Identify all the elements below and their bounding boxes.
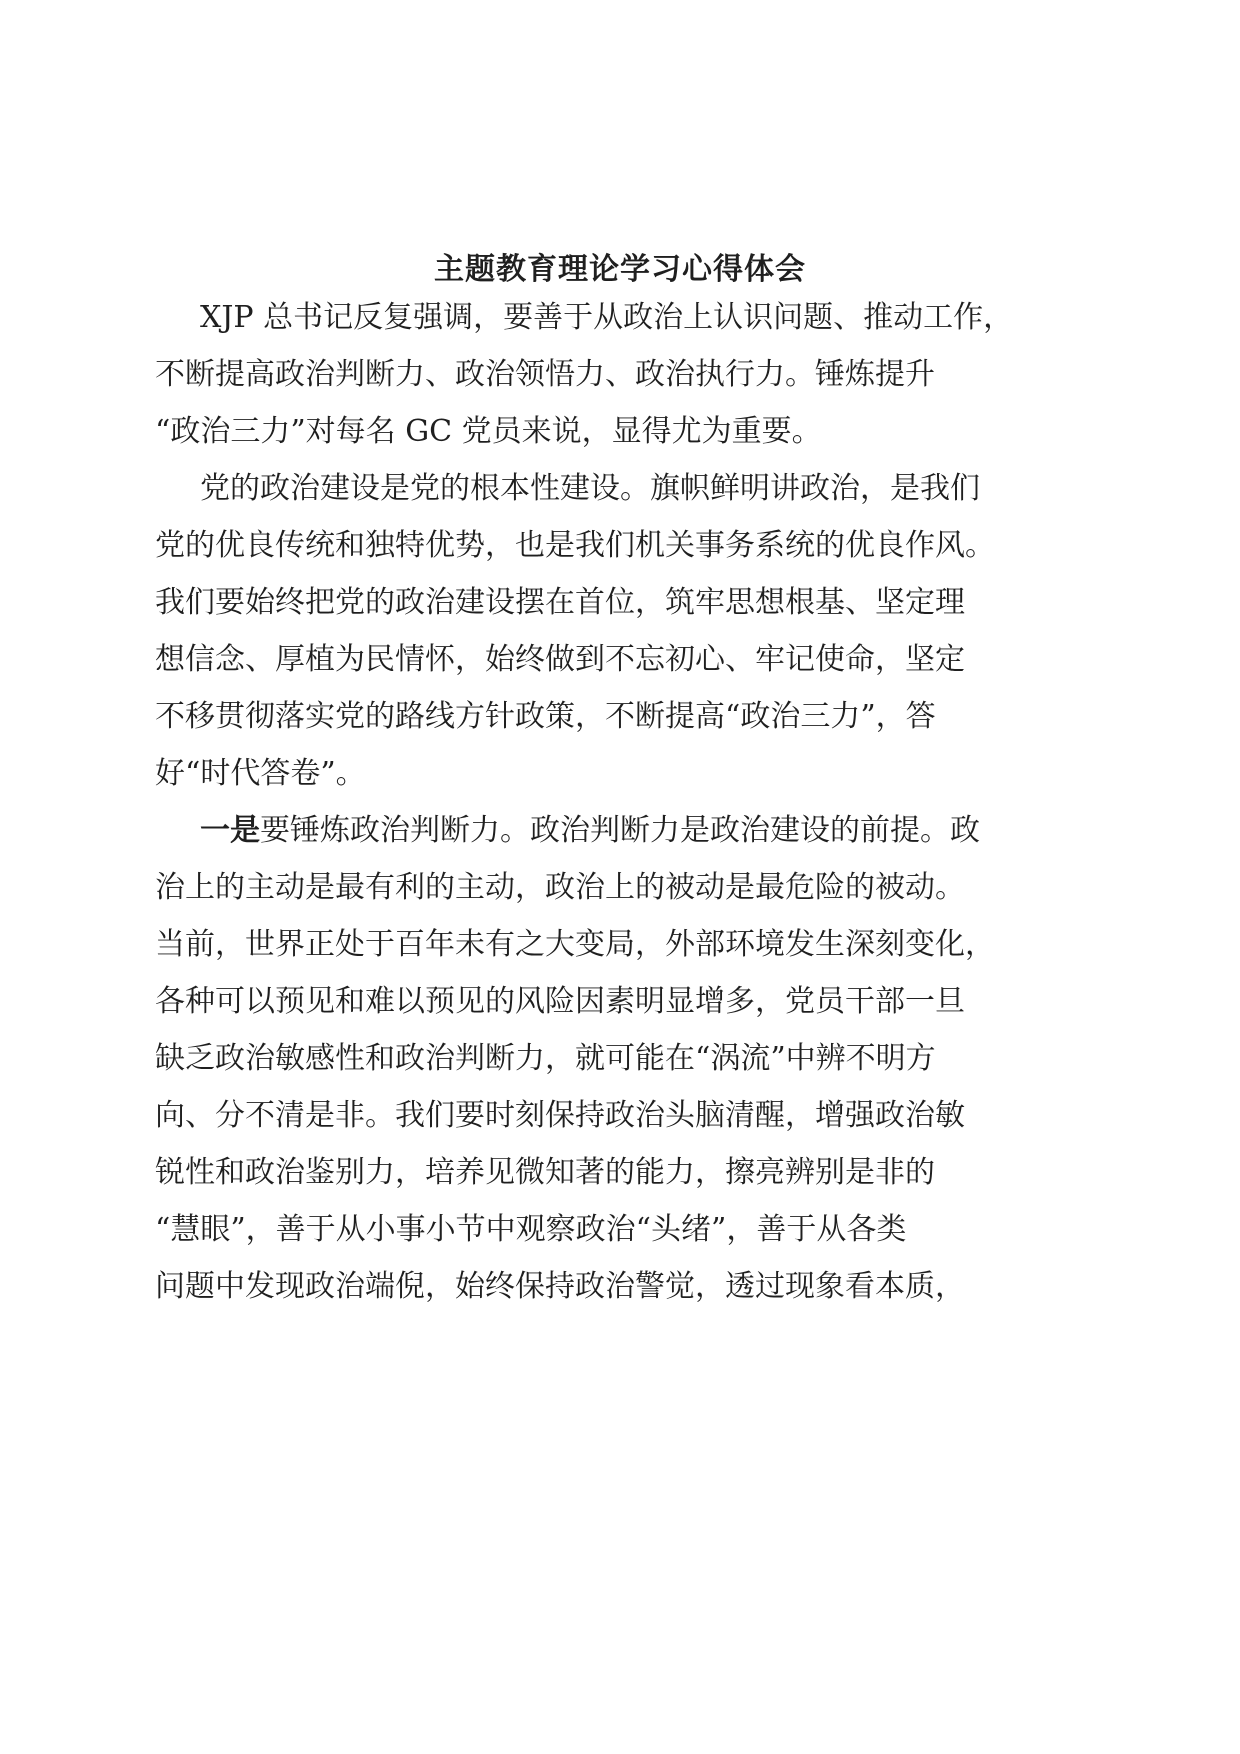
- paragraph-3-line: 治上的主动是最有利的主动，政治上的被动是最危险的被动。: [155, 870, 965, 905]
- paragraph-3-line-text: 要锤炼政治判断力。政治判断力是政治建设的前提。政: [260, 813, 980, 848]
- paragraph-2-line: 想信念、厚植为民情怀，始终做到不忘初心、牢记使命，坚定: [155, 642, 965, 677]
- document-title: 主题教育理论学习心得体会: [434, 252, 806, 287]
- paragraph-2-line: 我们要始终把党的政治建设摆在首位，筑牢思想根基、坚定理: [155, 585, 965, 620]
- paragraph-1-line: 不断提高政治判断力、政治领悟力、政治执行力。锤炼提升: [155, 357, 935, 392]
- paragraph-3-line: 当前，世界正处于百年未有之大变局，外部环境发生深刻变化，: [155, 927, 995, 962]
- paragraph-2-line: 党的政治建设是党的根本性建设。旗帜鲜明讲政治，是我们: [200, 471, 980, 506]
- paragraph-3-line: 缺乏政治敏感性和政治判断力，就可能在“涡流”中辨不明方: [155, 1041, 936, 1076]
- paragraph-3-lead: 一是: [200, 813, 260, 848]
- paragraph-3-line: 问题中发现政治端倪，始终保持政治警觉，透过现象看本质，: [155, 1269, 965, 1304]
- paragraph-3-line: 各种可以预见和难以预见的风险因素明显增多，党员干部一旦: [155, 984, 965, 1019]
- paragraph-3-line: 向、分不清是非。我们要时刻保持政治头脑清醒，增强政治敏: [155, 1098, 965, 1133]
- paragraph-2-line: 党的优良传统和独特优势，也是我们机关事务系统的优良作风。: [155, 528, 995, 563]
- paragraph-3-line: “慧眼”，善于从小事小节中观察政治“头绪”，善于从各类: [155, 1212, 907, 1247]
- paragraph-2-line: 不移贯彻落实党的路线方针政策，不断提高“政治三力”，答: [155, 699, 936, 734]
- paragraph-2-line: 好“时代答卷”。: [155, 756, 366, 791]
- paragraph-3-first-line: [200, 806, 980, 856]
- paragraph-1-line: “政治三力”对每名 GC 党员来说，显得尤为重要。: [155, 414, 822, 449]
- paragraph-1-line: XJP 总书记反复强调，要善于从政治上认识问题、推动工作，: [200, 300, 1014, 335]
- paragraph-3-line: 锐性和政治鉴别力，培养见微知著的能力，擦亮辨别是非的: [155, 1155, 935, 1190]
